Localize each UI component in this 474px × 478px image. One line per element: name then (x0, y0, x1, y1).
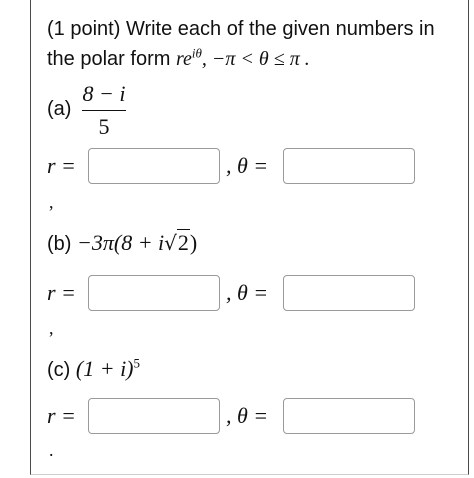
part-b-theta-label: , θ = (226, 280, 269, 305)
part-a-theta-label: , θ = (226, 153, 269, 178)
part-b-expression: −3π(8 + i√2) (77, 230, 198, 255)
part-b-label-text: (b) (47, 233, 72, 255)
part-c-r-label: r = (47, 403, 76, 428)
part-b-theta-input[interactable] (283, 275, 415, 311)
part-a-denominator: 5 (98, 114, 110, 139)
polar-form: $re^{i\theta}$ (175, 45, 202, 70)
part-a-fraction (82, 80, 126, 141)
part-c-trailing: . (49, 440, 54, 460)
part-c-label-text: (c) (47, 359, 71, 381)
instruction-text: Write each of the given numbers in the polar form (47, 18, 435, 70)
part-a-numerator: 8 − i (82, 81, 126, 106)
part-c-theta-input[interactable] (283, 398, 415, 434)
problem-statement (47, 14, 447, 74)
part-a-r-input[interactable] (88, 148, 220, 184)
fraction-bar (82, 110, 126, 111)
part-b-r-label: r = (47, 280, 76, 305)
part-c-label (47, 356, 140, 382)
part-c-theta-label: , θ = (226, 403, 269, 428)
part-a-label: (a) (47, 98, 72, 120)
part-b-label (47, 230, 197, 256)
part-c-r-input[interactable] (88, 398, 220, 434)
part-a-trailing: , (49, 192, 54, 212)
angle-constraint: , −π < θ ≤ π . (201, 48, 310, 70)
part-c-expression: $(1 + i)^5$ (75, 355, 141, 381)
part-a-theta-input[interactable] (283, 148, 415, 184)
points-label: (1 point) (47, 18, 121, 40)
part-b-radicand: 2 (177, 230, 189, 255)
part-b-r-input[interactable] (88, 275, 220, 311)
part-b-trailing: , (49, 318, 54, 338)
part-a-r-label: r = (47, 153, 76, 178)
